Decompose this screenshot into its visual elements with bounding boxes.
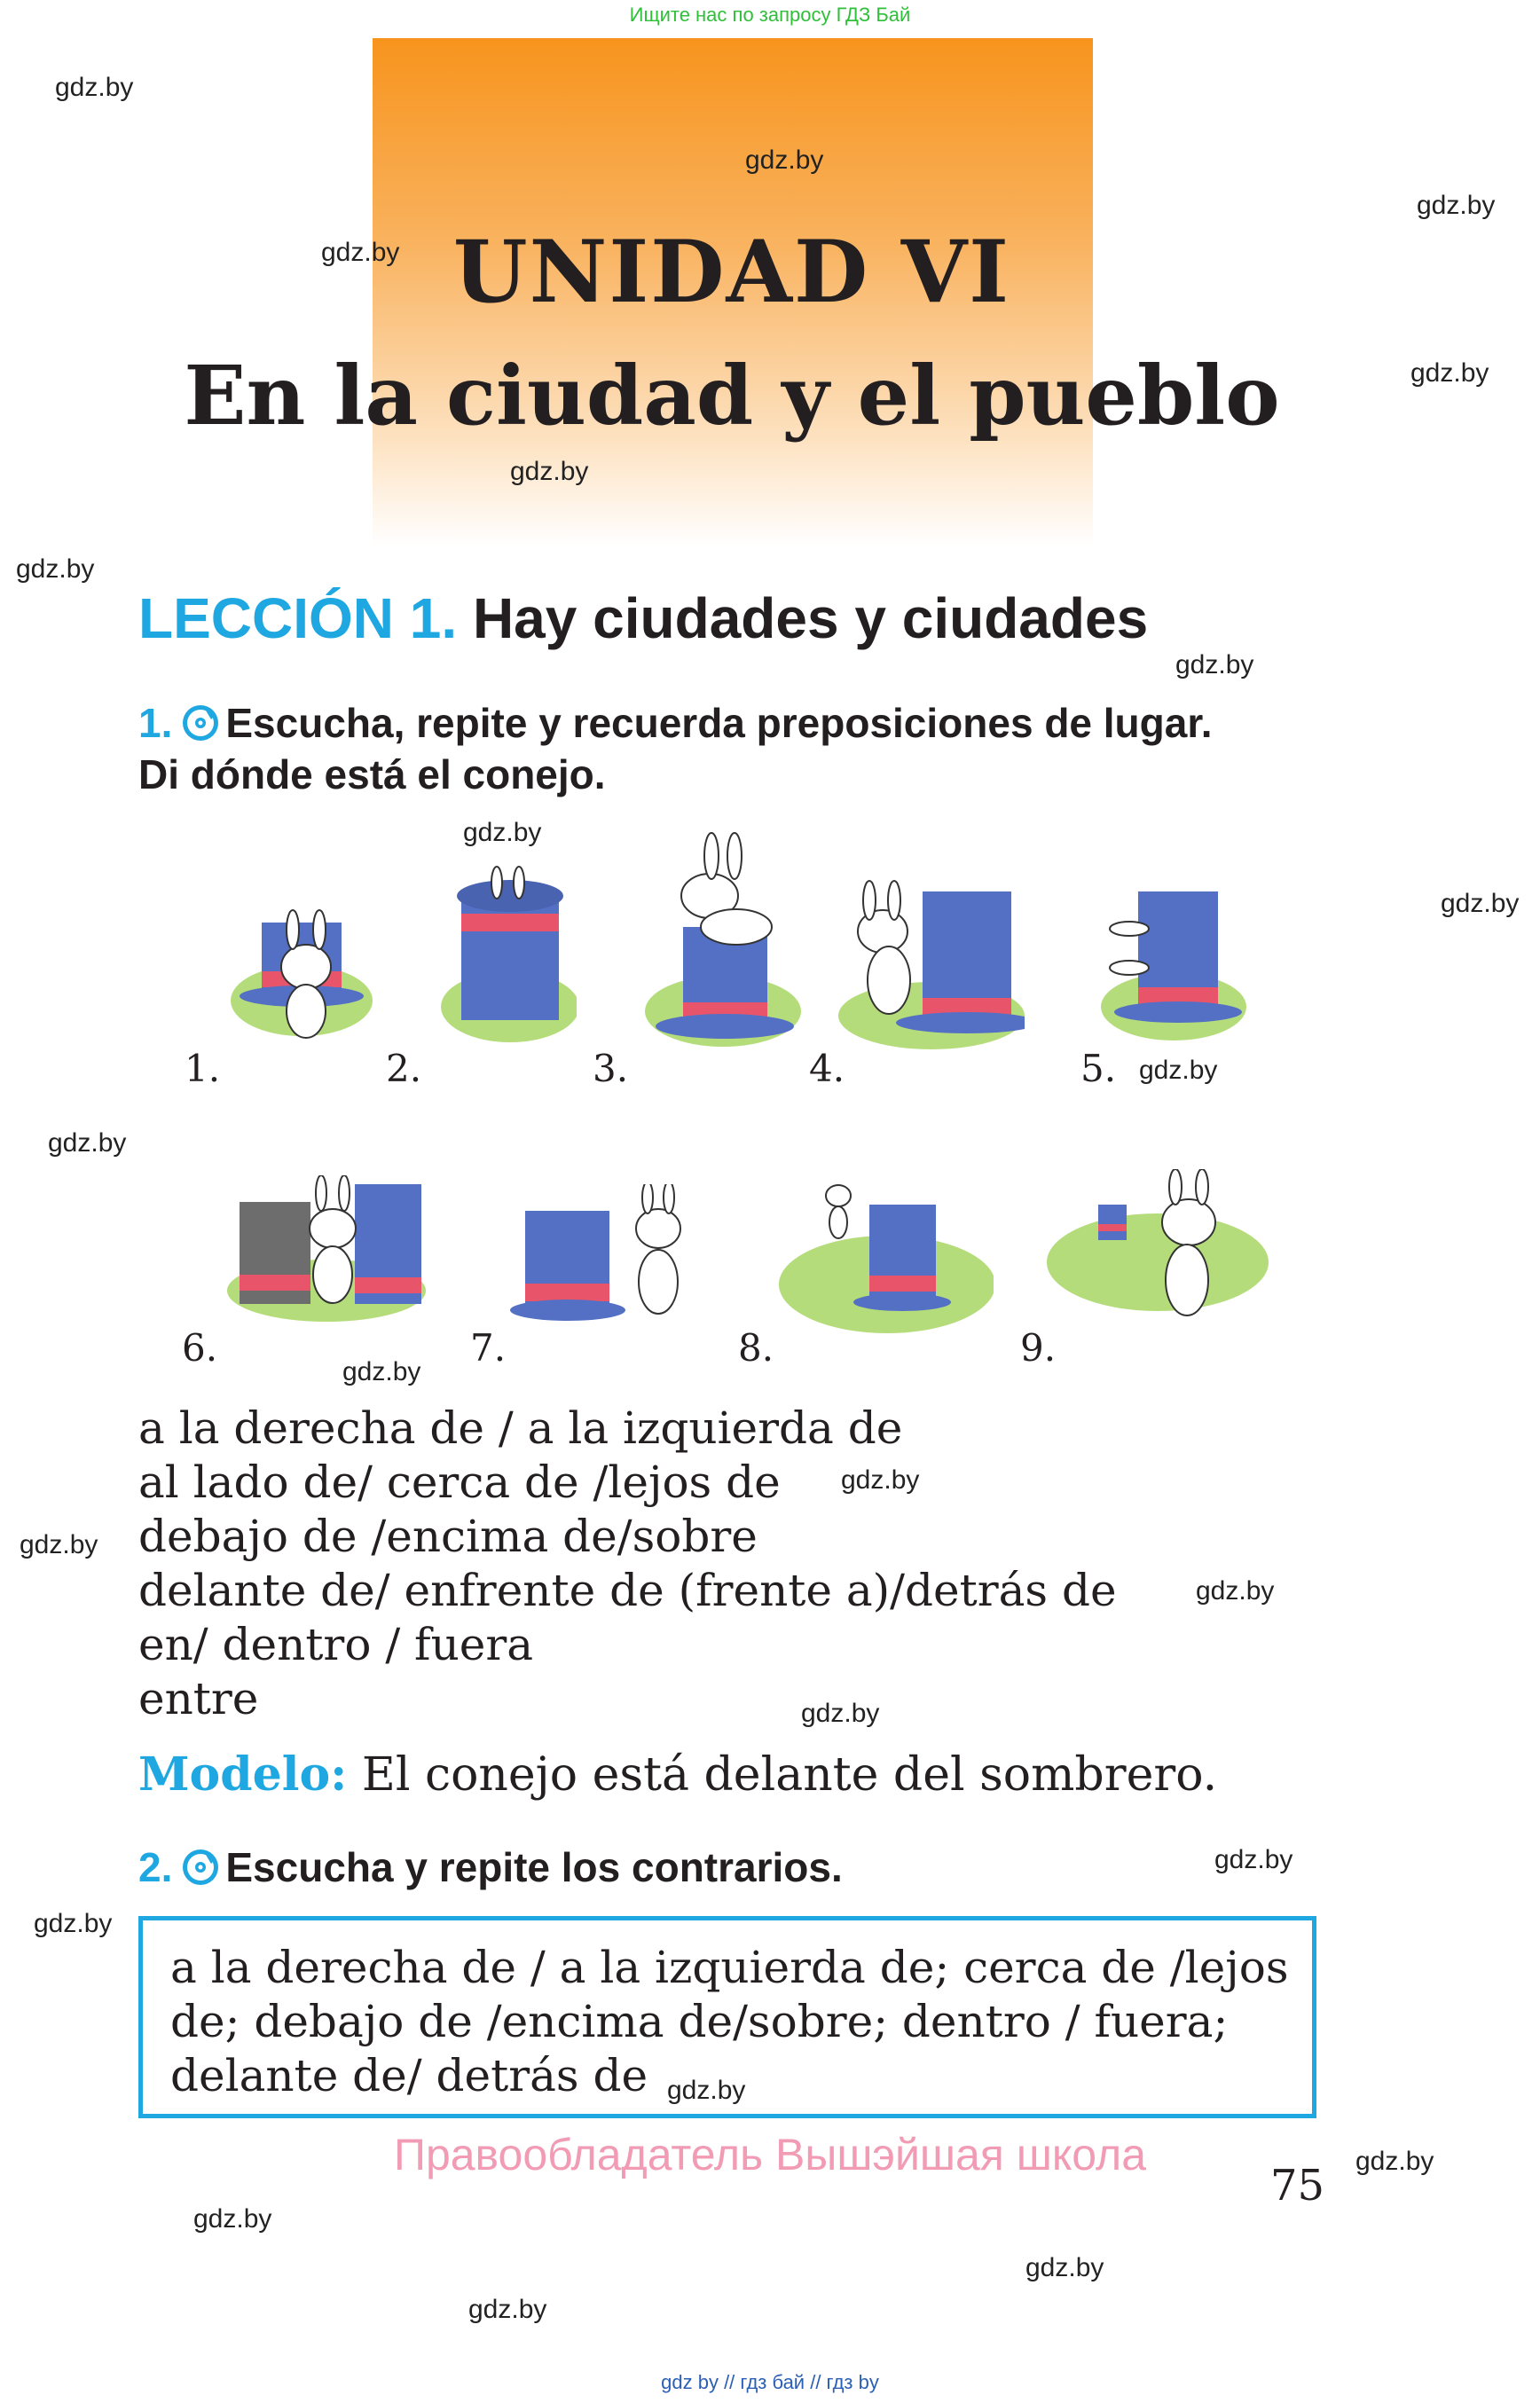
exercise-2-text: Escucha y repite los contrarios.: [225, 1844, 843, 1890]
top-banner: Ищите нас по запросу ГДЗ Бай: [629, 4, 911, 26]
rabbit-picture-2: [435, 843, 577, 1047]
watermark: gdz.by: [321, 238, 400, 267]
watermark: gdz.by: [468, 2295, 547, 2324]
preposition-list: [138, 1402, 1117, 1726]
watermark: gdz.by: [20, 1530, 98, 1559]
watermark: gdz.by: [1025, 2253, 1104, 2282]
rabbit-picture-5: [1098, 883, 1253, 1042]
unit-title: UNIDAD VI: [452, 222, 1011, 322]
watermark: gdz.by: [841, 1465, 920, 1495]
watermark: gdz.by: [16, 554, 95, 584]
figure-label: 5.: [1080, 1047, 1117, 1090]
watermark: gdz.by: [1196, 1576, 1275, 1606]
exercise-2-instruction: [138, 1843, 843, 1891]
copyright-owner: Правообладатель Вышэйшая школа: [394, 2130, 1146, 2179]
model-sentence: [138, 1747, 1217, 1802]
watermark: gdz.by: [1417, 191, 1496, 220]
rabbit-picture-8: [776, 1169, 994, 1338]
watermark: gdz.by: [510, 457, 589, 486]
figure-label: 1.: [185, 1047, 221, 1090]
watermark: gdz.by: [463, 818, 542, 847]
watermark: gdz.by: [48, 1128, 127, 1158]
watermark: gdz.by: [193, 2204, 272, 2234]
watermark: gdz.by: [1355, 2147, 1434, 2176]
watermark: gdz.by: [801, 1699, 880, 1728]
lesson-heading: [138, 585, 1148, 651]
exercise-1-instruction: [138, 699, 1212, 747]
preposition-line: delante de/ enfrente de (frente a)/detrás de: [138, 1565, 1117, 1616]
lesson-number: LECCIÓN 1.: [138, 586, 458, 650]
model-text: El conejo está delante del sombrero.: [361, 1748, 1218, 1802]
watermark: gdz.by: [1139, 1056, 1218, 1085]
exercise-1-number: 1.: [138, 700, 173, 746]
lesson-title: Hay ciudades y ciudades: [472, 586, 1149, 650]
watermark: gdz.by: [1175, 650, 1254, 679]
figure-label: 7.: [470, 1326, 507, 1370]
rabbit-picture-3: [639, 829, 803, 1051]
watermark: gdz.by: [1214, 1845, 1293, 1874]
watermark: gdz.by: [1441, 889, 1520, 918]
rabbit-picture-9: [1047, 1169, 1273, 1329]
contraries-line: delante de/ detrás de: [170, 2050, 648, 2101]
exercise-1-line2: Di dónde está el conejo.: [138, 751, 606, 797]
watermark: gdz.by: [745, 145, 824, 175]
contraries-line: de; debajo de /encima de/sobre; dentro / fuera;: [170, 1996, 1229, 2047]
figure-label: 4.: [809, 1047, 845, 1090]
rabbit-picture-4: [825, 874, 1025, 1051]
page-number: 75: [1270, 2161, 1325, 2211]
contraries-line: a la derecha de / a la izquierda de; cerca de /lejos: [170, 1942, 1289, 1993]
watermark: gdz.by: [34, 1909, 113, 1938]
preposition-line: debajo de /encima de/sobre: [138, 1511, 758, 1562]
figure-label: 3.: [593, 1047, 629, 1090]
preposition-line: en/ dentro / fuera: [138, 1619, 534, 1670]
exercise-2-number: 2.: [138, 1844, 173, 1890]
watermark: gdz.by: [55, 73, 134, 102]
rabbit-picture-1: [222, 834, 377, 1047]
preposition-line: a la derecha de / a la izquierda de: [138, 1402, 903, 1454]
model-label: Modelo:: [138, 1747, 348, 1802]
figure-label: 9.: [1020, 1326, 1057, 1370]
rabbit-picture-7: [507, 1184, 703, 1331]
unit-subtitle: En la ciudad y el pueblo: [184, 348, 1280, 444]
figure-label: 6.: [182, 1326, 218, 1370]
audio-cd-icon: [181, 1848, 220, 1887]
preposition-line: entre: [138, 1673, 259, 1724]
figure-label: 8.: [738, 1326, 774, 1370]
rabbit-picture-6: [222, 1175, 430, 1326]
watermark: gdz.by: [667, 2076, 746, 2105]
preposition-line: al lado de/ cerca de /lejos de: [138, 1457, 781, 1508]
watermark: gdz.by: [1410, 358, 1489, 388]
figure-label: 2.: [386, 1047, 422, 1090]
audio-cd-icon: [181, 703, 220, 742]
watermark: gdz.by: [342, 1357, 421, 1386]
exercise-1-line1: Escucha, repite y recuerda preposiciones de lugar.: [225, 700, 1213, 746]
footer-links[interactable]: gdz by // гдз бай // гдз by: [661, 2371, 879, 2393]
contraries-text: [170, 1941, 1306, 2103]
